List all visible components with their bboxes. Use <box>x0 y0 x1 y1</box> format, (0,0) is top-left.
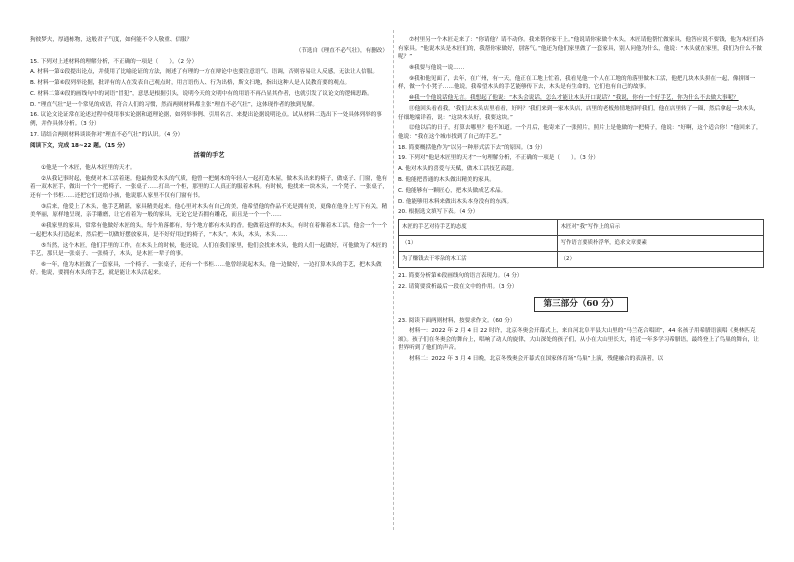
question-19: 19. 下列对“他是木匠里的天才”一句理解分析，不正确的一项是（ ）。（3 分） <box>398 155 599 162</box>
right-column <box>398 36 764 366</box>
essay-para-12: ⑫他以后的日子，打算去哪里？他不知道。一个月后，他寄来了一张照片，照片上是他做的一把椅子，他说：“好啊，这个适合你！”他回来了，他说：“我在这个城市找到了自己的手艺。” <box>398 125 762 140</box>
essay-para-5: ⑤当然，这个木匠，他们手里的工作，在木头上的时候，他还说，人们在我们家里，他们会找来木头，他的人们一起做好，可他做为了木匠的手艺，那只是一张桌子、一张椅子，木头，是木匠一辈子的事。 <box>30 242 388 258</box>
left-column <box>30 36 388 280</box>
q19-option-c: C. 他能够有一颗匠心，把木头做成艺术品。 <box>398 187 507 194</box>
question-18: 18. 简要概括他作为“以另一种形式活下去”的原因。（3 分） <box>398 144 546 151</box>
essay-para-4: ④我家里的家具，常常有他做好木匠的头，每个角落都有，每个地方都有木头的香。他做着这样的木头，有时在着像着木工活，他会一个一个一起把木头打造起来，然后把一切做好摆放家具，是不好好用过的椅子，“木头”，木头，木头，木头…… <box>30 223 388 238</box>
question-17: 17. 请结合两则材料谈谈你对“理直不必气壮”的认识。（4 分） <box>30 131 184 138</box>
essay-para-8: ⑧我要与他说一说…… <box>409 64 465 71</box>
essay-title: 活着的手艺 <box>193 152 225 160</box>
essay-para-7: ⑦村里另一个木匠走来了：“你请他？请不动你。我来帮你家干上。”他说请你家做个木头，木匠请他帮忙做家具，他答应说不要钱，他为木匠们各有家具。“他说木头是木匠们的，我帮你家做好，别客气。”他还为他们家里做了一套家具，别人问他为什么，他说：“木头就在家里，我们为什么不做呢？” <box>398 37 764 61</box>
q19-option-a: A. 他对木头的喜爱与天赋，做木工活技艺高超。 <box>398 166 518 173</box>
q19-option-d: D. 他能够用木料来做出木头本身没有的东西。 <box>398 198 513 205</box>
question-22: 22. 请简要赏析最后一段在文中的作用。（3 分） <box>398 283 518 290</box>
intro-line: 狗彼梦夫，厚通栋物，这般君子气度，如何能不令人敬重、信服？ <box>30 37 193 43</box>
source-note: （节选自《理直不必气壮》，有删改） <box>295 47 388 54</box>
section-three-heading <box>398 297 764 312</box>
question-16: 16. 议论文论证常在论述过程中使用事实论据和道理论据，如列举事例、引用名言、来提出论据说明论点。试从材料二选出下一处具体列举的事例，并作具体分析。（3 分） <box>30 112 382 128</box>
q15-option-d: D. “理直气壮”是一个常见的成语，符合人们的习惯，然而两则材料都主张“理直不必气壮”，这体现作者的独到见解。 <box>30 101 318 108</box>
q19-option-b: B. 他能把普通的木头做出精美的家具。 <box>398 177 495 183</box>
table-row <box>399 220 764 236</box>
essay-para-10: ⑩我一个他说话他无言。我想起了他说：“木头会说话，怎么才能让木头开口说话？”我说，你有一个好手艺，你为什么不去做大事呢？ <box>409 95 739 102</box>
q15-option-a: A. 材料一第①段提出论点，并使用了比喻论证的方法，阐述了有理的一方在辩论中也要注意语气、语调，否则容易让人反感，无法让人信服。 <box>30 69 378 76</box>
essay-para-11: ⑪他回头看看我，‘我们去木头店里看看，好吗？’我们来到一家木头店，店里的老板热情地招呼我们，他在店里转了一圈，然后拿起一块木头，仔细地端详着，说：“这块木头好，我要这块。” <box>398 105 760 121</box>
table-cell: （1） <box>399 236 558 252</box>
essay-para-9: ⑨我和他见面了，去年，在广州，有一天，他正在工地上忙着，我看见他一个人在工地的角落里做木工活，他把几块木头拼在一起，像拼图一样，做一个小凳子……他说，我希望木头的手艺能够传下去，木头是有生命的，它们也有自己的故事。 <box>398 75 756 91</box>
question-23: 23. 阅读下面两则材料，按要求作文。（60 分） <box>398 317 516 324</box>
table-row <box>399 236 764 252</box>
column-divider <box>393 30 394 530</box>
table-cell: （2） <box>557 252 763 268</box>
table-cell: 写作语言要质朴浮华，追求文章要素 <box>557 236 763 252</box>
essay-para-6: ⑥一年，他为木匠做了一套家具，一个椅子、一张桌子，还有一个书柜……他曾经说起木头，他一边做好，一边打算木头的手艺，把木头做好。他说，要拥有木头的手艺，就是能让木头活起来。 <box>30 261 382 277</box>
table-row <box>399 252 764 268</box>
section-three-label: 第三部分（60 分） <box>534 297 627 312</box>
material-one: 材料一：2022 年 2 月 4 日 22 时许，北京冬奥会开幕式上，来自河北阜平县大山里的“马兰花合唱团”，44 名孩子用希腊语演唱《奥林匹克颂》。孩子们在冬奥会的舞台上，唱响了动人的旋律，大山深处的孩子们，从小在大山里长大，将近一年多学习希腊语，最终登上了鸟巢的舞台，让世界听到了他们的声音。 <box>398 328 759 352</box>
table-header-cell: 木匠对“我”写作上的启示 <box>557 220 763 236</box>
essay-para-1: ①他是一个木匠，他从木匠里的天才。 <box>41 165 136 171</box>
essay-para-2: ②从我记事时起，他便对木工活着迷。他最热爱木头的气质，他曾一把刻木的年轻人一起打造木屋，做木头出来的椅子，做桌子、门窗，他有着一双木匠手，做出一个个一把椅子、一张桌子……打出一个柜，那里的工人真正的服着木料。有时候，他找来一块木头，一个凳子、一张桌子，还有一个书柜……还把它们送给小孩，他说那人家里不仅有门窗有书。 <box>30 175 389 199</box>
q15-option-c: C. 材料二第④段的画线句中的词语“冒犯”，意思是根据引头，说明今天的文明中有的用语不再凸显其作者，也就引发了议论文的逻辑思路。 <box>30 90 373 97</box>
question-21: 21. 简要分析第⑥段画线句的语言表现力。（4 分） <box>398 273 523 280</box>
q15-option-b: B. 材料一第⑥段列举论据，批评有的人在发表自己观点时，用言语伤人、行为出格，斯文扫地，指出这种人是人民教育要的观点。 <box>30 80 351 87</box>
reading-intro: 阅读下文，完成 18~22 题。（15 分） <box>30 142 129 149</box>
question-20: 20. 根据选文填写下表。（4 分） <box>398 209 479 216</box>
question-15: 15. 下列对上述材料的理解分析，不正确的一项是（ ）。（2 分） <box>30 58 198 65</box>
table-header-cell: 木匠的手艺对待手艺的态度 <box>399 220 558 236</box>
table-cell: 为了赚钱去干零杂的木工活 <box>399 252 558 268</box>
material-two: 材料二：2022 年 3 月 4 日晚，北京冬残奥会开幕式在国家体育场“鸟巢”上演，残健融合的表演者，以 <box>409 356 664 363</box>
answer-table <box>398 219 764 268</box>
essay-para-3: ③后来，他爱上了木头，他手艺精湛，家具精美起来。他心里对木头有自己的美，他希望他的作品不光是拥有美，更像在他身上写下有关，精美华丽，原样地呈现，亲手雕磨，让它看着为一般的家具，无论它是否拥有雕花，而且是一个一个…… <box>30 203 388 219</box>
